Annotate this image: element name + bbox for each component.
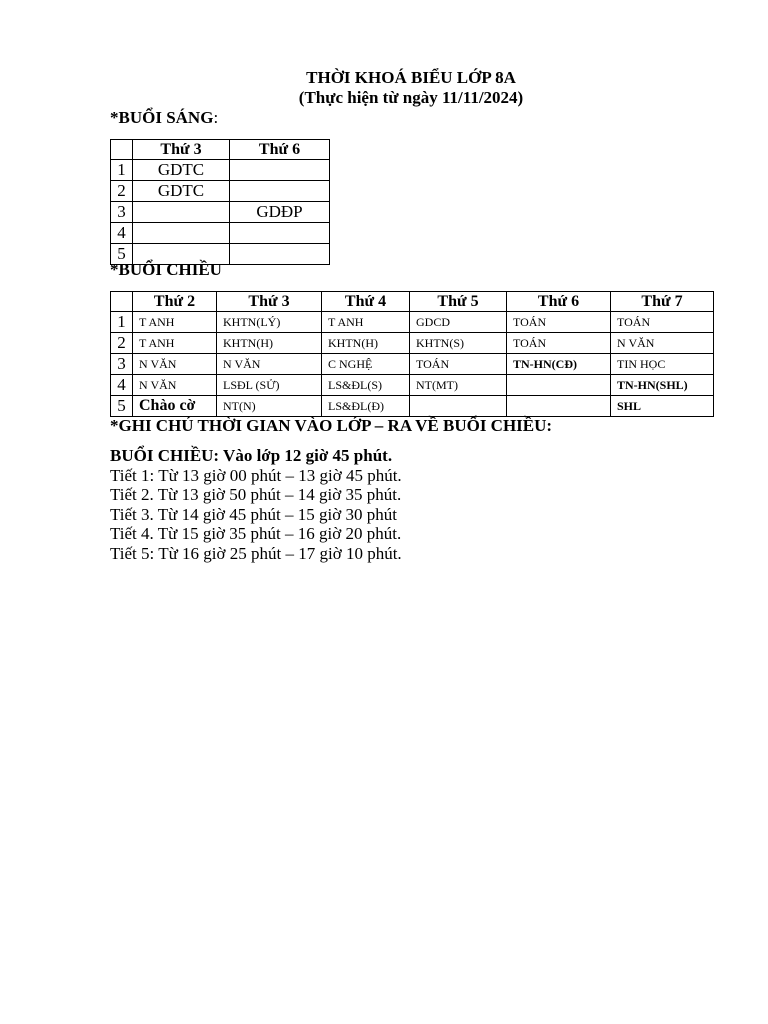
document-title: THỜI KHOÁ BIỂU LỚP 8A	[306, 68, 516, 87]
header-cell: Thứ 7	[611, 292, 714, 312]
subject-cell: KHTN(H)	[322, 333, 410, 354]
table-row	[111, 396, 714, 417]
subject-cell: KHTN(S)	[410, 333, 507, 354]
subject-cell: Chào cờ	[133, 396, 217, 417]
header-cell: Thứ 5	[410, 292, 507, 312]
morning-label: *BUỔI SÁNG	[110, 108, 214, 127]
period-number: 3	[111, 354, 133, 375]
subject-cell: TIN HỌC	[611, 354, 714, 375]
period-time: Tiết 1: Từ 13 giờ 00 phút – 13 giờ 45 phút.	[110, 465, 402, 485]
header-cell: Thứ 4	[322, 292, 410, 312]
header-cell: Thứ 2	[133, 292, 217, 312]
table-header-row	[111, 140, 330, 160]
period-time: Tiết 2. Từ 13 giờ 50 phút – 14 giờ 35 phút.	[110, 485, 402, 504]
period-number: 5	[111, 244, 133, 265]
subject-cell	[507, 375, 611, 396]
table-row	[111, 202, 330, 223]
table-row	[111, 223, 330, 244]
notes-block	[110, 446, 402, 563]
subject-cell	[410, 396, 507, 417]
period-number: 5	[111, 396, 133, 417]
subject-cell	[133, 223, 230, 244]
subject-cell: LS&ĐL(Đ)	[322, 396, 410, 417]
subject-cell: N VĂN	[217, 354, 322, 375]
period-time: Tiết 3. Từ 14 giờ 45 phút – 15 giờ 30 phút	[110, 504, 397, 524]
subject-cell: TOÁN	[611, 312, 714, 333]
morning-colon: :	[213, 108, 219, 127]
header-cell: Thứ 6	[507, 292, 611, 312]
morning-table	[110, 139, 330, 265]
period-number: 3	[111, 202, 133, 223]
table-row	[111, 354, 714, 375]
period-number: 1	[111, 312, 133, 333]
afternoon-start-time: BUỔI CHIỀU: Vào lớp 12 giờ 45 phút.	[110, 446, 393, 465]
header-cell: Thứ 3	[217, 292, 322, 312]
morning-heading	[110, 108, 218, 128]
subject-cell	[507, 396, 611, 417]
table-row	[111, 312, 714, 333]
subject-cell: TN-HN(CĐ)	[507, 354, 611, 375]
subject-cell: KHTN(H)	[217, 333, 322, 354]
subject-cell: C NGHỆ	[322, 354, 410, 375]
period-time: Tiết 4. Từ 15 giờ 35 phút – 16 giờ 20 phút.	[110, 524, 402, 543]
table-row	[111, 333, 714, 354]
subject-cell: T ANH	[322, 312, 410, 333]
period-number: 1	[111, 160, 133, 181]
header-corner	[111, 292, 133, 312]
notes-heading: *GHI CHÚ THỜI GIAN VÀO LỚP – RA VỀ BUỔI CHIỀU:	[110, 416, 553, 435]
period-number: 2	[111, 181, 133, 202]
subject-cell: T ANH	[133, 312, 217, 333]
subject-cell	[230, 181, 330, 202]
subject-cell: KHTN(LÝ)	[217, 312, 322, 333]
period-number: 4	[111, 223, 133, 244]
table-row	[111, 181, 330, 202]
afternoon-heading: *BUỔI CHIỀU	[110, 260, 222, 279]
header-corner	[111, 140, 133, 160]
subject-cell: NT(MT)	[410, 375, 507, 396]
subject-cell: N VĂN	[133, 375, 217, 396]
subject-cell: GDTC	[133, 181, 230, 202]
subject-cell	[230, 244, 330, 265]
afternoon-table	[110, 291, 714, 417]
subject-cell: TN-HN(SHL)	[611, 375, 714, 396]
subject-cell: T ANH	[133, 333, 217, 354]
table-row	[111, 375, 714, 396]
period-number: 4	[111, 375, 133, 396]
subject-cell: GDĐP	[230, 202, 330, 223]
table-header-row	[111, 292, 714, 312]
table-row	[111, 160, 330, 181]
subject-cell: TOÁN	[507, 333, 611, 354]
subject-cell: NT(N)	[217, 396, 322, 417]
subject-cell: TOÁN	[410, 354, 507, 375]
period-time: Tiết 5: Từ 16 giờ 25 phút – 17 giờ 10 phút.	[110, 543, 402, 563]
subject-cell: N VĂN	[611, 333, 714, 354]
subject-cell: TOÁN	[507, 312, 611, 333]
subject-cell	[230, 223, 330, 244]
subject-cell: N VĂN	[133, 354, 217, 375]
subject-cell: LSĐL (SỬ)	[217, 375, 322, 396]
subject-cell: GDTC	[133, 160, 230, 181]
header-cell: Thứ 3	[133, 140, 230, 160]
document-subtitle: (Thực hiện từ ngày 11/11/2024)	[298, 88, 524, 107]
subject-cell	[230, 160, 330, 181]
header-cell: Thứ 6	[230, 140, 330, 160]
subject-cell: SHL	[611, 396, 714, 417]
subject-cell	[133, 202, 230, 223]
subject-cell: GDCD	[410, 312, 507, 333]
subject-cell: LS&ĐL(S)	[322, 375, 410, 396]
period-number: 2	[111, 333, 133, 354]
